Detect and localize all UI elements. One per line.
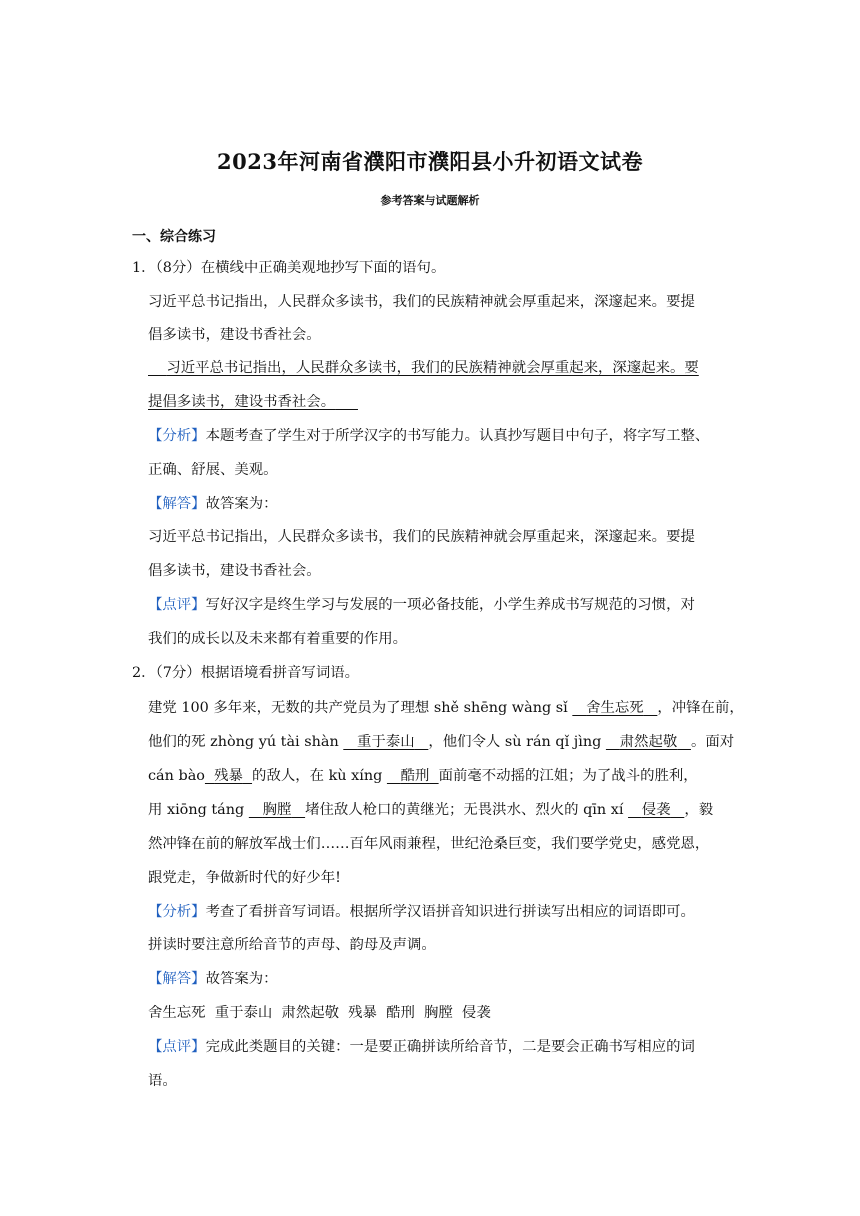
q2-answer-intro: 故答案为： xyxy=(205,971,278,987)
q2-answer-blank-1 xyxy=(572,700,657,716)
q2-word-7: 侵袭 xyxy=(641,802,671,818)
q1-copy-line-1 xyxy=(148,358,699,378)
q2-text: ，他们令人 sù rán qǐ jìng xyxy=(428,734,606,750)
q2-analysis-tag: 【分析】 xyxy=(148,904,206,920)
q1-text-line-1: 习近平总书记指出，人民群众多读书，我们的民族精神就会厚重起来，深邃起来。要提 xyxy=(148,294,695,310)
q2-text: 用 xiōng táng xyxy=(148,802,249,818)
q1-answer-intro: 故答案为： xyxy=(205,496,278,512)
q2-text: 的敌人，在 kù xíng xyxy=(252,768,387,784)
q2-text: ，毅 xyxy=(684,802,714,818)
q1-comment-tag: 【点评】 xyxy=(148,597,206,613)
q2-word-6: 胸膛 xyxy=(262,802,292,818)
q1-comment-text: 写好汉字是终生学习与发展的一项必备技能，小学生养成书写规范的习惯，对 xyxy=(205,597,695,613)
q1-comment-line-2: 我们的成长以及未来都有着重要的作用。 xyxy=(148,631,408,647)
q1-stem xyxy=(132,258,445,278)
q1-analysis-line-1 xyxy=(148,426,709,446)
q2-passage-line-5: 然冲锋在前的解放军战士们……百年风雨兼程，世纪沧桑巨变，我们要学党史，感党恩， xyxy=(148,836,710,852)
q2-word-2: 重于泰山 xyxy=(357,734,415,750)
section-heading: 一、综合练习 xyxy=(132,229,216,245)
q1-number: 1． xyxy=(132,260,156,276)
q1-copy-text-1: 习近平总书记指出，人民群众多读书，我们的民族精神就会厚重起来，深邃起来。要 xyxy=(166,360,699,376)
q2-comment-line-2: 语。 xyxy=(148,1073,177,1089)
q1-analysis-line-2: 正确、舒展、美观。 xyxy=(148,462,278,478)
page-title: 2023年河南省濮阳市濮阳县小升初语文试卷 xyxy=(217,149,643,174)
q1-answer-text-1: 习近平总书记指出，人民群众多读书，我们的民族精神就会厚重起来，深邃起来。要提 xyxy=(148,529,695,545)
q1-copy-underline-1 xyxy=(148,360,699,376)
q2-passage-line-2 xyxy=(148,732,734,752)
q2-text: 。面对 xyxy=(690,734,735,750)
q1-copy-underline-2 xyxy=(148,394,358,410)
q2-comment-line-1 xyxy=(148,1037,695,1057)
q2-passage-line-3 xyxy=(148,766,698,786)
q2-answer-blank-5 xyxy=(387,768,439,784)
q2-text: ，冲锋在前， xyxy=(657,700,744,716)
q2-answer-tag: 【解答】 xyxy=(148,971,206,987)
q2-word-4: 残暴 xyxy=(214,768,243,784)
q2-comment-tag: 【点评】 xyxy=(148,1039,206,1055)
q2-answer-blank-3 xyxy=(606,734,691,750)
q1-prompt: 在横线中正确美观地抄写下面的语句。 xyxy=(200,260,446,276)
q2-score: （7分） xyxy=(155,665,201,681)
q1-analysis-tag: 【分析】 xyxy=(148,428,206,444)
q1-analysis-text: 本题考查了学生对于所学汉字的书写能力。认真抄写题目中句子，将字写工整、 xyxy=(205,428,710,444)
q2-text: cán bào xyxy=(148,768,205,784)
q1-comment-line-1 xyxy=(148,595,695,615)
q1-score: （8分） xyxy=(155,260,201,276)
q1-answer-tag: 【解答】 xyxy=(148,496,206,512)
q2-answer-blank-4 xyxy=(205,768,252,784)
q1-text-line-2: 倡多读书，建设书香社会。 xyxy=(148,327,321,343)
q2-answer-line xyxy=(148,969,278,989)
q2-word-1: 舍生忘死 xyxy=(586,700,644,716)
q2-answer-blank-7 xyxy=(628,802,684,818)
q2-number: 2． xyxy=(132,665,156,681)
q2-stem xyxy=(132,663,359,683)
q1-answer-line xyxy=(148,494,278,514)
page-subtitle: 参考答案与试题解析 xyxy=(380,194,480,207)
q2-passage-line-6: 跟党走，争做新时代的好少年! xyxy=(148,870,341,886)
q2-passage-line-1 xyxy=(148,698,744,718)
q2-analysis-text: 考查了看拼音写词语。根据所学汉语拼音知识进行拼读写出相应的词语即可。 xyxy=(205,904,695,920)
q2-word-3: 肃然起敬 xyxy=(619,734,678,750)
q2-text: 面前毫不动摇的江姐；为了战斗的胜利， xyxy=(438,768,698,784)
q2-text: 堵住敌人枪口的黄继光；无畏洪水、烈火的 qīn xí xyxy=(305,802,629,818)
q2-word-5: 酷刑 xyxy=(400,768,430,784)
q1-answer-text-2: 倡多读书，建设书香社会。 xyxy=(148,563,321,579)
q1-copy-text-2: 提倡多读书，建设书香社会。 xyxy=(148,394,336,410)
q2-analysis-line-1 xyxy=(148,902,695,922)
q2-answer-blank-6 xyxy=(249,802,305,818)
q2-text: 建党 100 多年来，无数的共产党员为了理想 shě shēng wàng sǐ xyxy=(148,700,573,716)
q2-answer-words: 舍生忘死 重于泰山 肃然起敬 残暴 酷刑 胸膛 侵袭 xyxy=(148,1005,491,1021)
q1-copy-line-2 xyxy=(148,392,358,412)
q2-answer-blank-2 xyxy=(343,734,428,750)
q2-passage-line-4 xyxy=(148,800,713,820)
q2-analysis-line-2: 拼读时要注意所给音节的声母、韵母及声调。 xyxy=(148,937,436,953)
q2-text: 他们的死 zhòng yú tài shàn xyxy=(148,734,344,750)
q2-prompt: 根据语境看拼音写词语。 xyxy=(200,665,359,681)
q2-comment-text: 完成此类题目的关键：一是要正确拼读所给音节，二是要会正确书写相应的词 xyxy=(205,1039,695,1055)
